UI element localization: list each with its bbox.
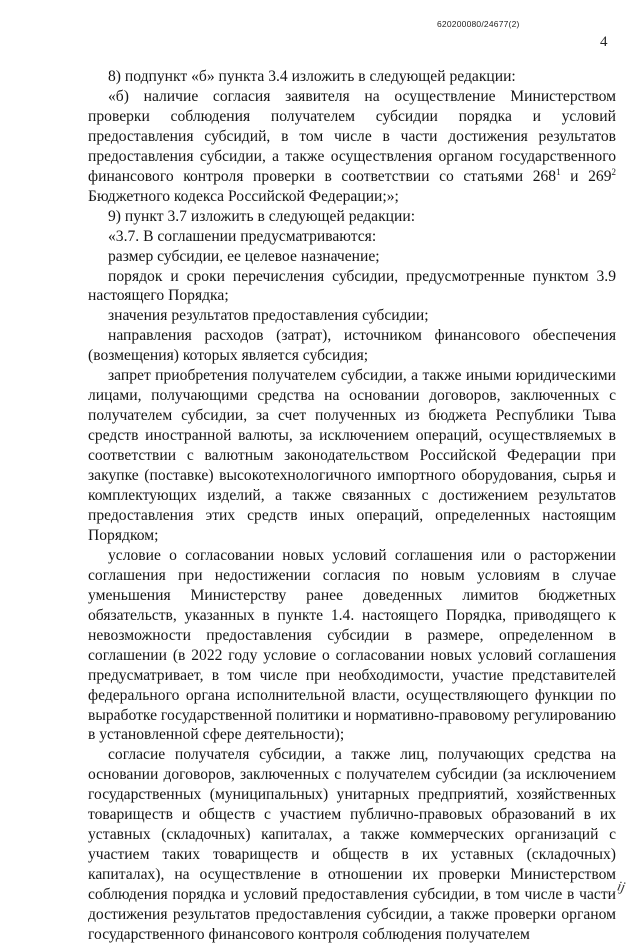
handwritten-mark: ij <box>615 879 627 896</box>
paragraph-5: размер субсидии, ее целевое назначение; <box>108 247 380 265</box>
paragraph-11: согласие получателя субсидии, а также лиц, получающих средства на основании договоров, заключенных с получателем субсидии (за исключением государственных (муниципальных) унитарных предприятий, хозяйственных товариществ и обществ с участием публично-правовых образований в их уставных (складочных) капиталах, а также коммерческих организаций с участием таких товариществ и обществ в их уставных (складочных) капиталах), на осуществление в отношении их проверки Министерством соблюдения порядка и условий предоставления субсидии, в том числе в части достижения результатов предоставления субсидии, а также проверки органом государственного финансового контроля соблюдения получателем <box>88 746 616 943</box>
paragraph-2 <box>88 87 616 207</box>
paragraph-10: условие о согласовании новых условий соглашения или о расторжении соглашения при недостижении согласия по новым условиям в случае уменьшения Министерству ранее доведенных лимитов бюджетных обязательств, указанных в пункте 1.4. настоящего Порядка, приводящего к невозможности предоставления субсидии в размере, определенном в соглашении (в 2022 году условие о согласовании новых условий соглашения предусматривает, в том числе при необходимости, участие представителей федерального органа исполнительной власти, осуществляющего функции по выработке государственной политики и нормативно-правовому регулированию в установленной сфере деятельности); <box>88 546 616 744</box>
article-268-superscript: 1 <box>556 166 561 177</box>
paragraph-1: 8) подпункт «б» пункта 3.4 изложить в следующей редакции: <box>108 68 516 85</box>
paragraph-9: запрет приобретения получателем субсидии, а также иными юридическими лицами, получающими средства на основании договоров, заключенных с получателем субсидии, за счет полученных из бюджета Республики Тыва средств иностранной валюты, за исключением операций, осуществляемых в соответствии с валютным законодательством Российской Федерации при закупке (поставке) высокотехнологичного импортного оборудования, сырья и комплектующих изделий, а также связанных с достижением результатов предоставления этих средств иных операций, определенных настоящим Порядком; <box>88 367 616 544</box>
paragraph-7: значения результатов предоставления субсидии; <box>108 307 429 325</box>
page-number: 4 <box>600 34 608 50</box>
paragraph-6: порядок и сроки перечисления субсидии, предусмотренные пунктом 3.9 настоящего Порядка; <box>88 267 616 305</box>
paragraph-2-text-c: Бюджетного кодекса Российской Федерации;»; <box>88 187 399 205</box>
paragraph-8: направления расходов (затрат), источником финансового обеспечения (возмещения) которых является субсидия; <box>88 327 616 365</box>
paragraph-4: «3.7. В соглашении предусматриваются: <box>108 227 377 245</box>
paragraph-2-text-a: «б) наличие согласия заявителя на осуществление Министерством проверки соблюдения получателем субсидии порядка и условий предоставления субсидий, в том числе в части достижения результатов предоставления субсидии, а также осуществления органом государственного финансового контроля проверки в соответствии со статьями 268 <box>88 87 616 185</box>
document-body <box>88 67 616 945</box>
paragraph-2-text-b: и 269 <box>560 167 612 185</box>
article-269-superscript: 2 <box>611 166 616 177</box>
paragraph-3: 9) пункт 3.7 изложить в следующей редакции: <box>108 207 416 225</box>
document-id: 620200080/24677(2) <box>437 19 520 29</box>
